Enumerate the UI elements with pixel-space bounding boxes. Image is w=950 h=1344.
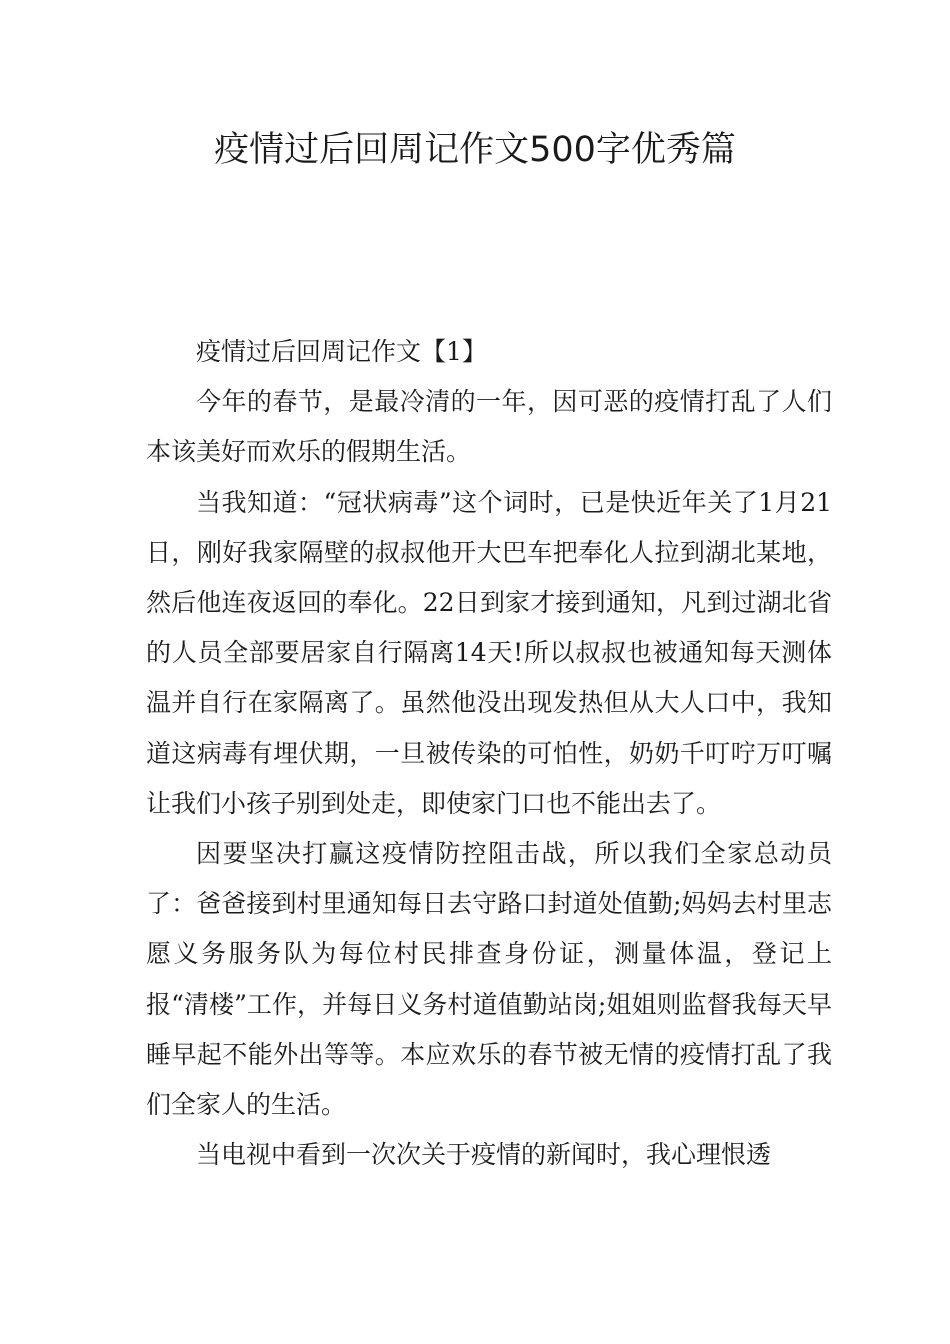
paragraph: 当电视中看到一次次关于疫情的新闻时，我心理恨透	[196, 1140, 772, 1170]
paragraph: 当我知道：“冠状病毒”这个词时，已是快近年关了1月21日，刚好我家隔壁的叔叔他开大巴车把奉化人拉到湖北某地，然后他连夜返回的奉化。22日到家才接到通知，凡到过湖北省的人员全部要居家自行隔离14天!所以叔叔也被通知每天测体温并自行在家隔离了。虽然他没出现发热但从大人口中，我知道这病毒有埋伏期，一旦被传染的可怕性，奶奶千叮咛万叮嘱让我们小孩子别到处走，即使家门口也不能出去了。	[146, 487, 832, 818]
paragraph: 今年的春节，是最冷清的一年，因可恶的疫情打乱了人们本该美好而欢乐的假期生活。	[146, 387, 832, 467]
document-title: 疫情过后回周记作文500字优秀篇	[214, 130, 736, 170]
document-body	[146, 327, 832, 1180]
paragraph-heading: 疫情过后回周记作文【1】	[196, 337, 487, 366]
paragraph: 因要坚决打赢这疫情防控阻击战，所以我们全家总动员了：爸爸接到村里通知每日去守路口封道处值勤;妈妈去村里志愿义务服务队为每位村民排查身份证，测量体温，登记上报“清楼”工作，并每日义务村道值勤站岗;姐姐则监督我每天早睡早起不能外出等等。本应欢乐的春节被无情的疫情打乱了我们全家人的生活。	[146, 839, 832, 1120]
